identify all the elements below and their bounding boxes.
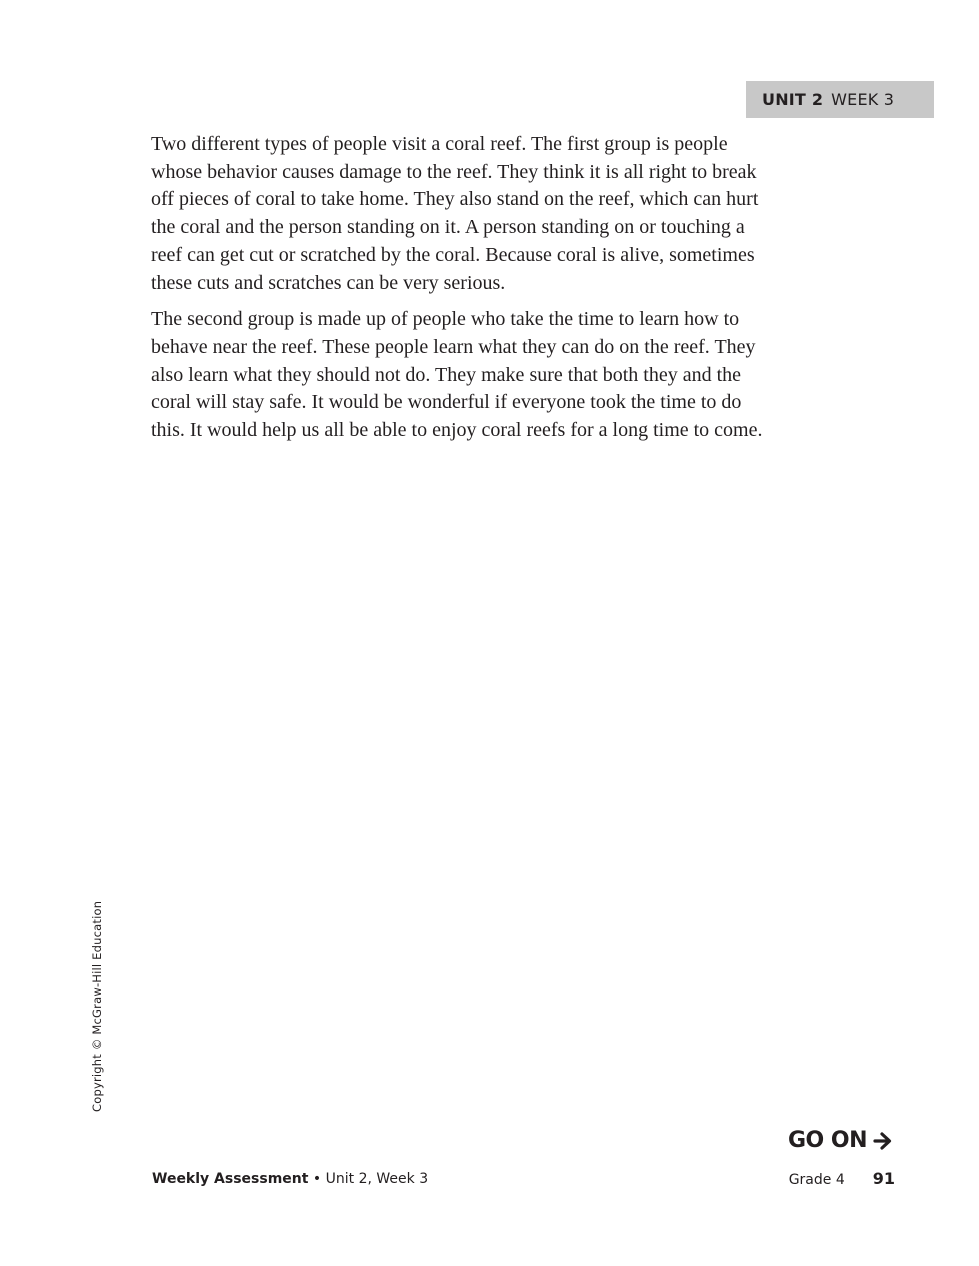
footer-separator: • bbox=[312, 1171, 322, 1187]
page-footer bbox=[152, 1171, 895, 1191]
assessment-title: Weekly Assessment bbox=[152, 1171, 309, 1187]
unit-week-tab bbox=[746, 81, 934, 118]
go-on-indicator bbox=[788, 1128, 893, 1153]
footer-unit-week: Unit 2, Week 3 bbox=[325, 1171, 429, 1187]
grade-label: Grade 4 bbox=[788, 1172, 845, 1188]
unit-label: UNIT 2 bbox=[762, 90, 824, 109]
reading-passage bbox=[151, 131, 831, 454]
passage-paragraph-2: The second group is made up of people who take the time to learn how to behave near the reef. These people learn what they can do on the reef. They also learn what they should not do. They make sure that both they and the coral will stay safe. It would be wonderful if everyone took the time to do this. It would help us all be able to enjoy coral reefs for a long time to come. bbox=[151, 308, 763, 442]
footer-assessment-info bbox=[152, 1171, 428, 1187]
copyright-notice: Copyright © McGraw-Hill Education bbox=[90, 900, 104, 1112]
footer-page-info bbox=[789, 1169, 895, 1188]
page-number: 91 bbox=[872, 1169, 895, 1188]
passage-paragraph-1: Two different types of people visit a coral reef. The first group is people whose behavior causes damage to the reef. They think it is all right to break off pieces of coral to take home. They also stand on the reef, which can hurt the coral and the person standing on it. A person standing on or touching a reef can get cut or scratched by the coral. Because coral is alive, sometimes these cuts and scratches can be very serious. bbox=[151, 133, 759, 294]
arrow-right-icon bbox=[873, 1131, 893, 1151]
go-on-label: GO ON bbox=[787, 1128, 867, 1153]
week-label: WEEK 3 bbox=[831, 90, 895, 109]
